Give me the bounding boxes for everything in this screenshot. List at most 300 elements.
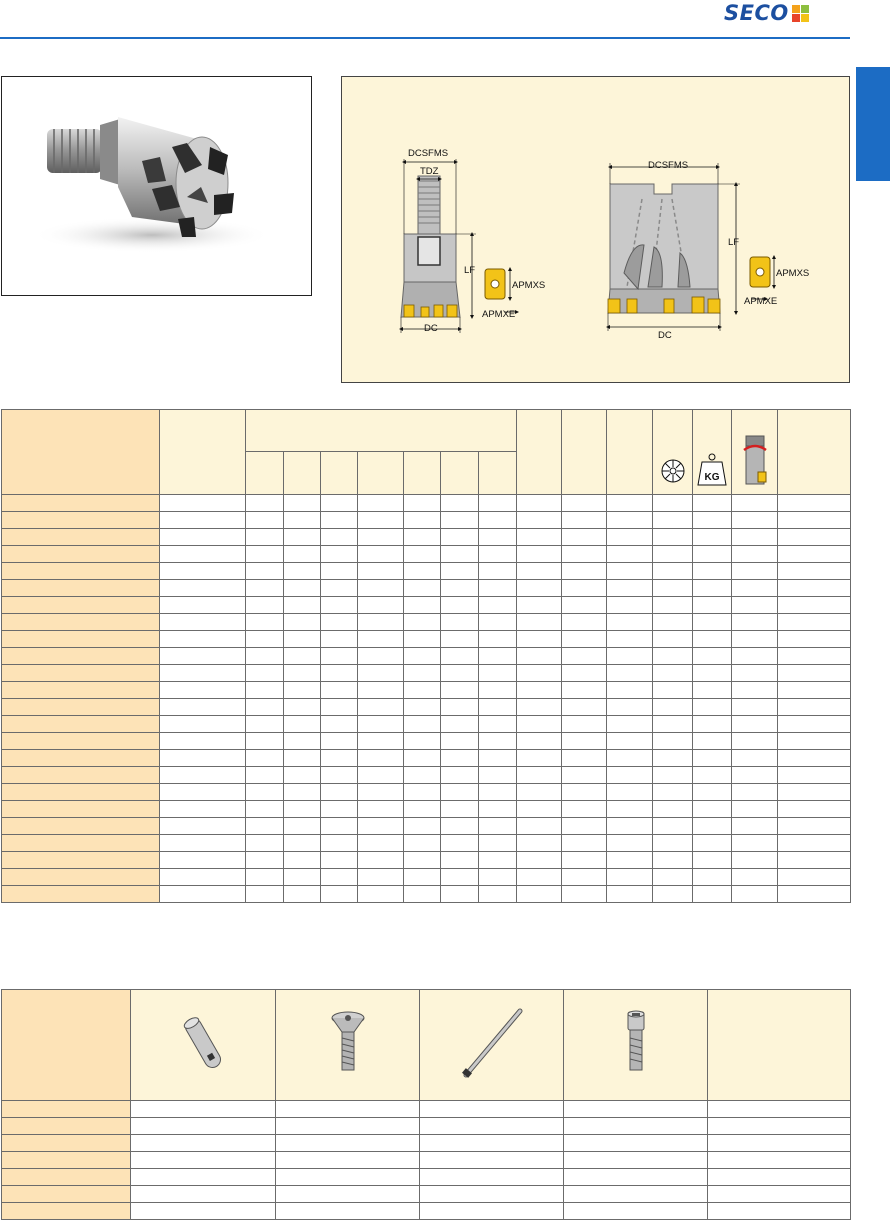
value-cell xyxy=(321,682,358,699)
value-cell xyxy=(607,869,653,886)
value-cell xyxy=(562,750,607,767)
value-cell xyxy=(284,818,321,835)
value-cell xyxy=(131,1169,276,1186)
shim-pin-header xyxy=(131,990,276,1101)
table-row xyxy=(2,546,851,563)
value-cell xyxy=(607,495,653,512)
value-cell xyxy=(441,699,479,716)
value-cell xyxy=(479,869,517,886)
designation-cell xyxy=(2,495,160,512)
value-cell xyxy=(420,1118,564,1135)
value-cell xyxy=(321,733,358,750)
value-cell xyxy=(517,835,562,852)
dim-label-lf: LF xyxy=(464,265,476,276)
header-rule xyxy=(0,37,850,39)
value-cell xyxy=(160,784,246,801)
cap-screw-icon xyxy=(616,1008,656,1078)
end-mill-photo-icon xyxy=(2,77,311,295)
value-cell xyxy=(160,750,246,767)
value-cell xyxy=(693,801,732,818)
value-cell xyxy=(607,835,653,852)
value-cell xyxy=(517,614,562,631)
value-cell xyxy=(284,869,321,886)
value-cell xyxy=(708,1101,851,1118)
value-cell xyxy=(246,665,284,682)
value-cell xyxy=(160,614,246,631)
seco-logo xyxy=(724,2,809,24)
designation-cell xyxy=(2,563,160,580)
value-cell xyxy=(517,784,562,801)
value-cell xyxy=(441,529,479,546)
value-cell xyxy=(404,665,441,682)
value-cell xyxy=(778,614,851,631)
table-row xyxy=(2,1101,851,1118)
value-cell xyxy=(160,648,246,665)
shim-pin-icon xyxy=(178,1008,228,1078)
value-cell xyxy=(358,512,404,529)
value-cell xyxy=(131,1118,276,1135)
value-cell xyxy=(358,767,404,784)
value-cell xyxy=(732,597,778,614)
table-row xyxy=(2,580,851,597)
designation-cell xyxy=(2,1118,131,1135)
value-cell xyxy=(420,1135,564,1152)
value-cell xyxy=(404,614,441,631)
value-cell xyxy=(653,835,693,852)
value-cell xyxy=(562,580,607,597)
header-cell xyxy=(358,452,404,495)
designation-cell xyxy=(2,529,160,546)
value-cell xyxy=(693,835,732,852)
value-cell xyxy=(607,699,653,716)
value-cell xyxy=(358,801,404,818)
value-cell xyxy=(778,563,851,580)
dim-label-apmxe: APMXE xyxy=(482,309,516,320)
value-cell xyxy=(479,614,517,631)
value-cell xyxy=(562,801,607,818)
value-cell xyxy=(732,852,778,869)
value-cell xyxy=(358,818,404,835)
value-cell xyxy=(653,614,693,631)
value-cell xyxy=(708,1135,851,1152)
value-cell xyxy=(358,835,404,852)
designation-cell xyxy=(2,1186,131,1203)
value-cell xyxy=(479,580,517,597)
value-cell xyxy=(562,546,607,563)
insert-screw-icon xyxy=(326,1008,370,1078)
value-cell xyxy=(479,852,517,869)
value-cell xyxy=(562,818,607,835)
table-row xyxy=(2,784,851,801)
value-cell xyxy=(246,682,284,699)
value-cell xyxy=(358,648,404,665)
header-cell xyxy=(441,452,479,495)
value-cell xyxy=(607,784,653,801)
value-cell xyxy=(276,1135,420,1152)
value-cell xyxy=(404,801,441,818)
value-cell xyxy=(517,716,562,733)
value-cell xyxy=(693,495,732,512)
value-cell xyxy=(778,665,851,682)
value-cell xyxy=(321,529,358,546)
value-cell xyxy=(732,546,778,563)
value-cell xyxy=(160,512,246,529)
value-cell xyxy=(693,767,732,784)
value-cell xyxy=(562,597,607,614)
header-cell xyxy=(607,410,653,495)
value-cell xyxy=(732,529,778,546)
value-cell xyxy=(778,801,851,818)
value-cell xyxy=(653,580,693,597)
value-cell xyxy=(607,648,653,665)
value-cell xyxy=(321,784,358,801)
designation-cell xyxy=(2,512,160,529)
value-cell xyxy=(653,546,693,563)
value-cell xyxy=(160,495,246,512)
table-row xyxy=(2,597,851,614)
value-cell xyxy=(246,495,284,512)
value-cell xyxy=(778,852,851,869)
value-cell xyxy=(246,512,284,529)
value-cell xyxy=(479,546,517,563)
value-cell xyxy=(246,801,284,818)
value-cell xyxy=(732,716,778,733)
designation-cell xyxy=(2,1169,131,1186)
value-cell xyxy=(358,869,404,886)
value-cell xyxy=(246,580,284,597)
weight-header xyxy=(693,410,732,495)
torque-header xyxy=(732,410,778,495)
value-cell xyxy=(517,699,562,716)
value-cell xyxy=(441,886,479,903)
value-cell xyxy=(732,767,778,784)
value-cell xyxy=(562,631,607,648)
value-cell xyxy=(321,767,358,784)
value-cell xyxy=(517,563,562,580)
designation-cell xyxy=(2,733,160,750)
value-cell xyxy=(284,563,321,580)
value-cell xyxy=(284,580,321,597)
value-cell xyxy=(479,699,517,716)
value-cell xyxy=(517,495,562,512)
value-cell xyxy=(479,563,517,580)
designation-cell xyxy=(2,852,160,869)
value-cell xyxy=(321,716,358,733)
value-cell xyxy=(607,767,653,784)
value-cell xyxy=(358,733,404,750)
value-cell xyxy=(479,665,517,682)
value-cell xyxy=(653,886,693,903)
value-cell xyxy=(441,648,479,665)
value-cell xyxy=(778,733,851,750)
value-cell xyxy=(562,665,607,682)
dimension-drawing xyxy=(342,77,849,382)
value-cell xyxy=(284,597,321,614)
value-cell xyxy=(778,699,851,716)
table-row xyxy=(2,1152,851,1169)
dimension-diagram-panel xyxy=(341,76,850,383)
value-cell xyxy=(321,563,358,580)
value-cell xyxy=(653,529,693,546)
table-row xyxy=(2,1186,851,1203)
value-cell xyxy=(358,784,404,801)
value-cell xyxy=(479,784,517,801)
value-cell xyxy=(517,546,562,563)
value-cell xyxy=(562,529,607,546)
value-cell xyxy=(160,835,246,852)
value-cell xyxy=(479,631,517,648)
table-row xyxy=(2,869,851,886)
value-cell xyxy=(562,495,607,512)
designation-cell xyxy=(2,580,160,597)
header-cell xyxy=(479,452,517,495)
value-cell xyxy=(321,546,358,563)
value-cell xyxy=(358,750,404,767)
value-cell xyxy=(693,631,732,648)
designation-cell xyxy=(2,546,160,563)
value-cell xyxy=(479,648,517,665)
value-cell xyxy=(358,495,404,512)
value-cell xyxy=(653,767,693,784)
dim-label-dcsfms: DCSFMS xyxy=(408,148,449,159)
value-cell xyxy=(732,699,778,716)
value-cell xyxy=(653,699,693,716)
value-cell xyxy=(479,835,517,852)
value-cell xyxy=(607,818,653,835)
value-cell xyxy=(246,886,284,903)
value-cell xyxy=(607,614,653,631)
value-cell xyxy=(284,699,321,716)
value-cell xyxy=(607,750,653,767)
value-cell xyxy=(708,1186,851,1203)
value-cell xyxy=(358,614,404,631)
value-cell xyxy=(564,1152,708,1169)
value-cell xyxy=(693,784,732,801)
value-cell xyxy=(708,1203,851,1220)
value-cell xyxy=(778,648,851,665)
value-cell xyxy=(284,716,321,733)
value-cell xyxy=(246,699,284,716)
value-cell xyxy=(160,563,246,580)
value-cell xyxy=(517,750,562,767)
value-cell xyxy=(441,512,479,529)
value-cell xyxy=(246,716,284,733)
value-cell xyxy=(564,1118,708,1135)
value-cell xyxy=(276,1203,420,1220)
dim-label-tdz: TDZ xyxy=(420,166,439,177)
value-cell xyxy=(321,835,358,852)
value-cell xyxy=(441,869,479,886)
header-cell xyxy=(404,452,441,495)
value-cell xyxy=(607,716,653,733)
value-cell xyxy=(517,512,562,529)
value-cell xyxy=(404,546,441,563)
value-cell xyxy=(607,886,653,903)
table-row xyxy=(2,852,851,869)
designation-cell xyxy=(2,784,160,801)
dim-label-dc-right: DC xyxy=(658,330,672,341)
value-cell xyxy=(404,563,441,580)
value-cell xyxy=(246,529,284,546)
value-cell xyxy=(479,512,517,529)
table-row xyxy=(2,818,851,835)
table-row xyxy=(2,529,851,546)
value-cell xyxy=(441,665,479,682)
value-cell xyxy=(732,733,778,750)
value-cell xyxy=(284,648,321,665)
value-cell xyxy=(321,852,358,869)
value-cell xyxy=(517,682,562,699)
value-cell xyxy=(607,733,653,750)
value-cell xyxy=(732,563,778,580)
value-cell xyxy=(693,580,732,597)
table-row xyxy=(2,665,851,682)
value-cell xyxy=(479,733,517,750)
value-cell xyxy=(358,699,404,716)
value-cell xyxy=(732,801,778,818)
designation-cell xyxy=(2,1152,131,1169)
value-cell xyxy=(404,529,441,546)
coolant-header xyxy=(653,410,693,495)
value-cell xyxy=(517,869,562,886)
value-cell xyxy=(441,818,479,835)
dim-label-dcsfms-right: DCSFMS xyxy=(648,160,689,171)
value-cell xyxy=(246,869,284,886)
value-cell xyxy=(653,801,693,818)
value-cell xyxy=(693,563,732,580)
designation-cell xyxy=(2,1203,131,1220)
value-cell xyxy=(160,801,246,818)
value-cell xyxy=(732,665,778,682)
table-row xyxy=(2,1203,851,1220)
value-cell xyxy=(564,1135,708,1152)
value-cell xyxy=(653,869,693,886)
value-cell xyxy=(358,546,404,563)
value-cell xyxy=(276,1118,420,1135)
value-cell xyxy=(358,716,404,733)
value-cell xyxy=(517,631,562,648)
value-cell xyxy=(404,852,441,869)
value-cell xyxy=(284,852,321,869)
value-cell xyxy=(246,563,284,580)
value-cell xyxy=(653,852,693,869)
value-cell xyxy=(441,750,479,767)
value-cell xyxy=(653,818,693,835)
value-cell xyxy=(653,631,693,648)
header-cell xyxy=(778,410,851,495)
value-cell xyxy=(708,1152,851,1169)
value-cell xyxy=(479,767,517,784)
section-side-tab xyxy=(856,67,890,181)
value-cell xyxy=(404,784,441,801)
value-cell xyxy=(441,495,479,512)
value-cell xyxy=(404,682,441,699)
value-cell xyxy=(778,512,851,529)
value-cell xyxy=(358,580,404,597)
designation-header xyxy=(2,410,160,495)
value-cell xyxy=(420,1186,564,1203)
value-cell xyxy=(276,1152,420,1169)
value-cell xyxy=(160,682,246,699)
parts-designation-header xyxy=(2,990,131,1101)
value-cell xyxy=(562,767,607,784)
table-row xyxy=(2,682,851,699)
value-cell xyxy=(653,733,693,750)
value-cell xyxy=(517,597,562,614)
value-cell xyxy=(778,767,851,784)
value-cell xyxy=(284,733,321,750)
value-cell xyxy=(246,614,284,631)
designation-cell xyxy=(2,835,160,852)
value-cell xyxy=(246,631,284,648)
value-cell xyxy=(131,1152,276,1169)
designation-cell xyxy=(2,648,160,665)
value-cell xyxy=(284,546,321,563)
table-row xyxy=(2,699,851,716)
value-cell xyxy=(564,1186,708,1203)
value-cell xyxy=(778,784,851,801)
value-cell xyxy=(607,597,653,614)
table-row xyxy=(2,835,851,852)
value-cell xyxy=(441,563,479,580)
value-cell xyxy=(404,597,441,614)
value-cell xyxy=(404,750,441,767)
value-cell xyxy=(607,682,653,699)
value-cell xyxy=(321,801,358,818)
product-photo xyxy=(1,76,312,296)
value-cell xyxy=(732,784,778,801)
value-cell xyxy=(441,767,479,784)
value-cell xyxy=(693,818,732,835)
designation-cell xyxy=(2,1135,131,1152)
value-cell xyxy=(562,648,607,665)
value-cell xyxy=(131,1186,276,1203)
value-cell xyxy=(693,512,732,529)
value-cell xyxy=(607,512,653,529)
value-cell xyxy=(693,665,732,682)
value-cell xyxy=(284,631,321,648)
value-cell xyxy=(517,818,562,835)
value-cell xyxy=(321,597,358,614)
value-cell xyxy=(284,767,321,784)
value-cell xyxy=(562,512,607,529)
value-cell xyxy=(732,614,778,631)
value-cell xyxy=(562,733,607,750)
value-cell xyxy=(517,801,562,818)
value-cell xyxy=(358,563,404,580)
header-cell xyxy=(246,452,284,495)
dim-label-lf-right: LF xyxy=(728,237,740,248)
value-cell xyxy=(517,733,562,750)
header-cell xyxy=(160,410,246,495)
designation-cell xyxy=(2,801,160,818)
value-cell xyxy=(246,648,284,665)
value-cell xyxy=(517,648,562,665)
value-cell xyxy=(693,699,732,716)
value-cell xyxy=(693,682,732,699)
value-cell xyxy=(441,597,479,614)
value-cell xyxy=(517,886,562,903)
value-cell xyxy=(246,784,284,801)
value-cell xyxy=(778,495,851,512)
value-cell xyxy=(404,648,441,665)
value-cell xyxy=(246,852,284,869)
designation-cell xyxy=(2,665,160,682)
value-cell xyxy=(778,716,851,733)
value-cell xyxy=(441,835,479,852)
table-row xyxy=(2,716,851,733)
value-cell xyxy=(732,835,778,852)
